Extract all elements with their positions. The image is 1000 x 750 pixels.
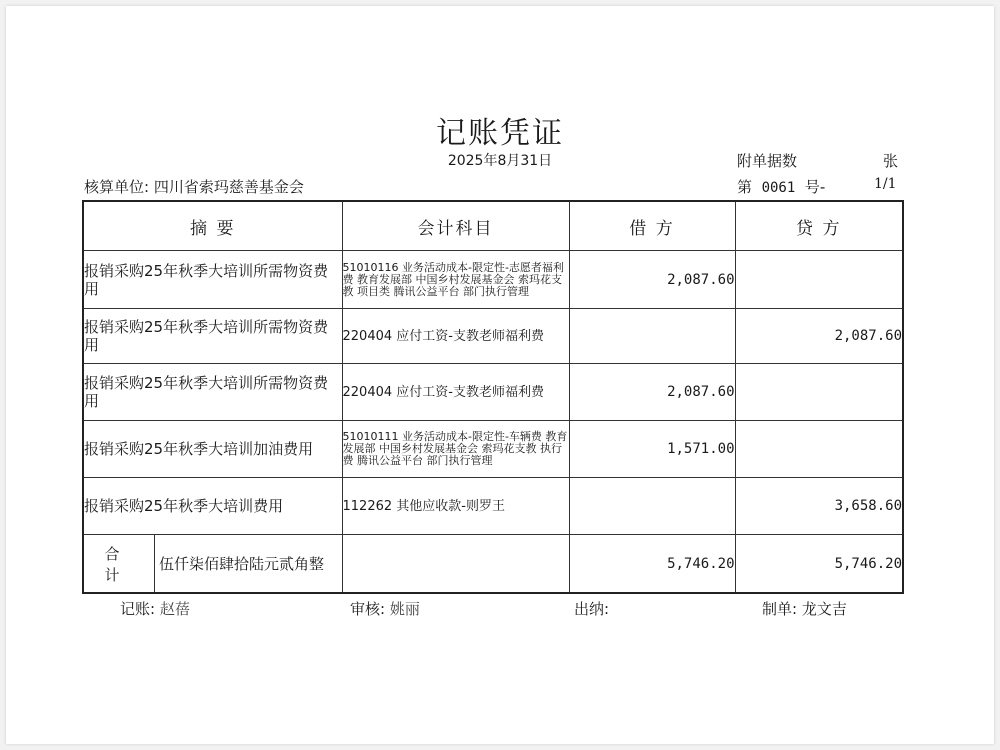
reviewer-name: 姚丽 [389,600,420,618]
row-debit: 2,087.60 [569,364,735,421]
table-row [83,251,903,309]
document-title: 记账凭证 [436,116,564,151]
column-header-credit: 贷 方 [735,201,903,251]
row-summary: 报销采购25年秋季大培训所需物资费用 [83,309,342,364]
voucher-suffix: 号- [804,178,826,196]
column-header-account: 会计科目 [342,201,569,251]
total-credit: 5,746.20 [735,535,903,594]
row-credit [735,421,903,478]
total-amount-in-words: 伍仟柒佰肆拾陆元贰角整 [159,555,325,573]
bookkeeper-name: 赵蓓 [159,600,190,618]
table-row [83,478,903,535]
total-label: 合 计 [84,535,155,592]
preparer-signature [762,598,847,619]
column-header-summary: 摘 要 [83,201,342,251]
reviewer-signature [350,598,420,619]
row-account: 220404 应付工资-支教老师福利费 [342,309,569,364]
row-debit [569,478,735,535]
bookkeeper-label: 记账: [120,600,156,618]
voucher-prefix: 第 [737,178,753,196]
total-row [83,535,903,594]
row-debit: 2,087.60 [569,251,735,309]
total-debit: 5,746.20 [569,535,735,594]
row-summary: 报销采购25年秋季大培训所需物资费用 [83,251,342,309]
preparer-name: 龙文吉 [801,600,847,618]
row-debit [569,309,735,364]
row-account: 51010116 业务活动成本-限定性-志愿者福利费 教育发展部 中国乡村发展基金会 索玛花支教 项目类 腾讯公益平台 部门执行管理 [342,251,569,309]
voucher-table [82,200,904,594]
row-summary: 报销采购25年秋季大培训加油费用 [83,421,342,478]
row-credit [735,251,903,309]
row-credit [735,364,903,421]
table-row [83,364,903,421]
row-summary: 报销采购25年秋季大培训所需物资费用 [83,364,342,421]
cashier-signature [574,598,609,619]
accounting-unit-name: 四川省索玛慈善基金会 [153,178,304,196]
voucher-date: 2025年8月31日 [447,153,553,169]
voucher-page: 1/1 [874,176,897,192]
reviewer-label: 审核: [350,600,386,618]
voucher-no: 0061 [761,180,796,196]
table-header-row [83,201,903,251]
row-debit: 1,571.00 [569,421,735,478]
cashier-label: 出纳: [574,600,610,618]
total-summary-cell [83,535,342,594]
column-header-debit: 借 方 [569,201,735,251]
attachment-count-label: 附单据数 [737,152,798,170]
accounting-unit-label: 核算单位: [84,178,150,196]
accounting-unit [84,176,304,197]
attachment-unit: 张 [883,152,899,170]
total-account-cell [342,535,569,594]
row-summary: 报销采购25年秋季大培训费用 [83,478,342,535]
row-account: 220404 应付工资-支教老师福利费 [342,364,569,421]
row-account: 51010111 业务活动成本-限定性-车辆费 教育发展部 中国乡村发展基金会 索玛花支教 执行费 腾讯公益平台 部门执行管理 [342,421,569,478]
row-account: 112262 其他应收款-则罗王 [342,478,569,535]
preparer-label: 制单: [762,600,798,618]
table-row [83,421,903,478]
bookkeeper-signature [120,598,190,619]
voucher-number [737,176,897,197]
row-credit: 3,658.60 [735,478,903,535]
table-row [83,309,903,364]
row-credit: 2,087.60 [735,309,903,364]
